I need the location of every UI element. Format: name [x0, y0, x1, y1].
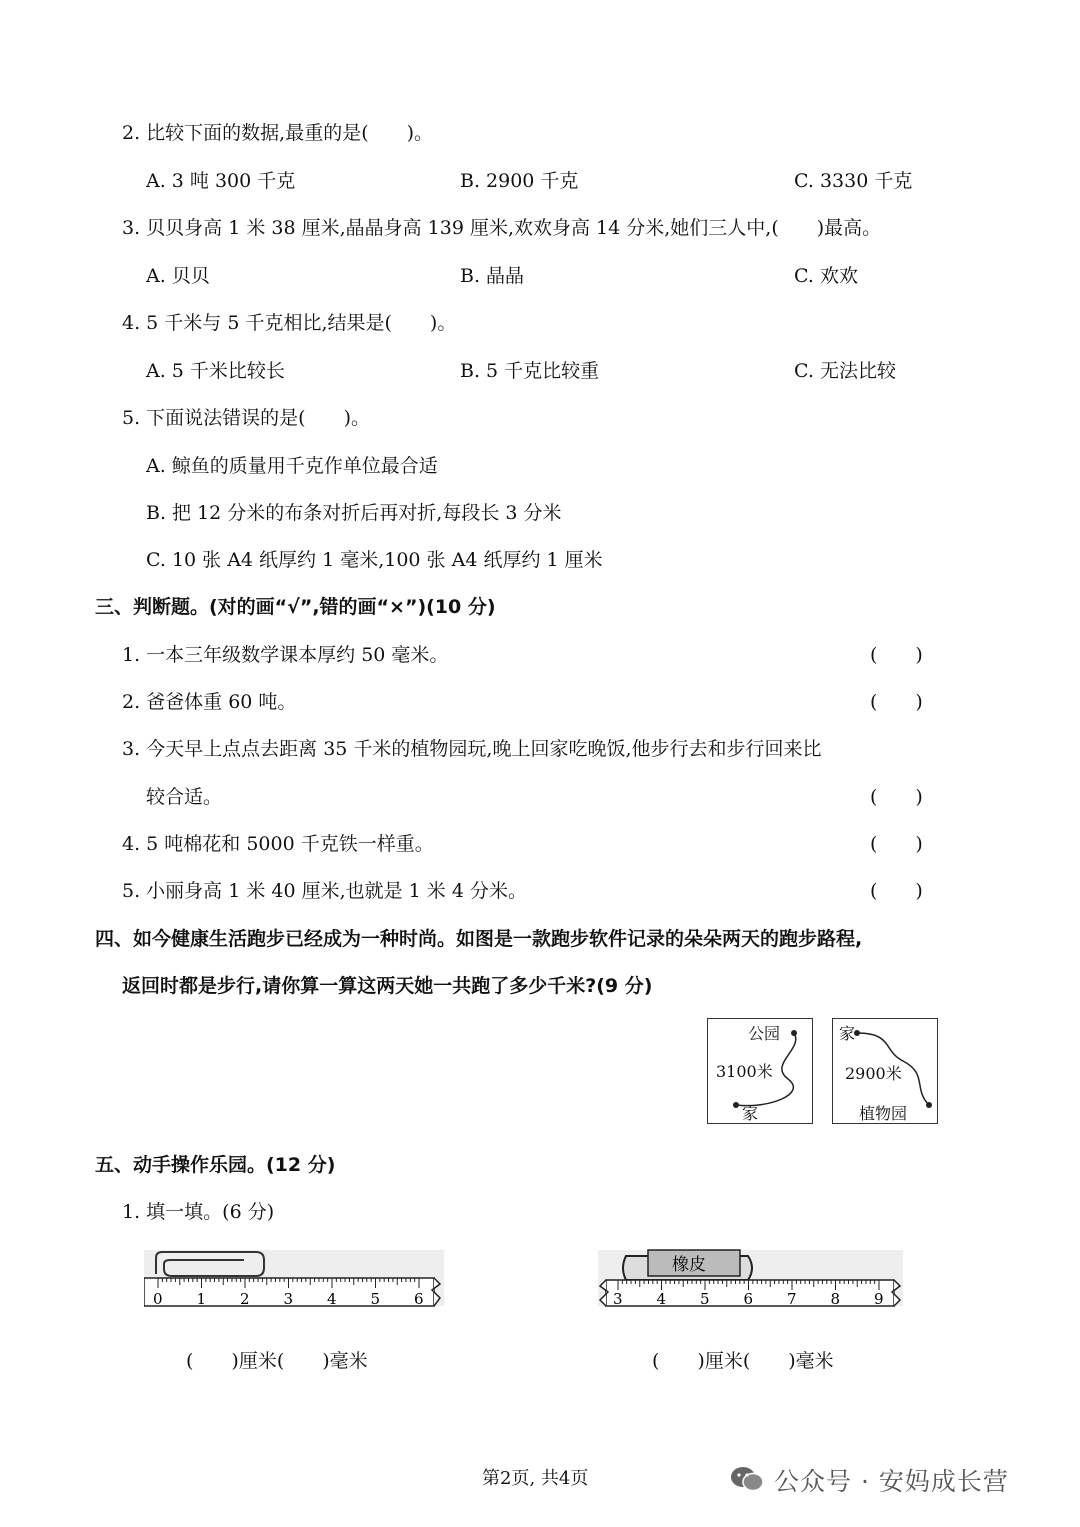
question-2: 2. 比较下面的数据,最重的是( )。	[122, 122, 434, 144]
ruler1-answer-blank[interactable]: ( )厘米( )毫米	[186, 1350, 368, 1372]
ruler2-label-3: 3	[613, 1290, 623, 1308]
section4-title-cont: 返回时都是步行,请你算一算这两天她一共跑了多少千米?(9 分)	[122, 975, 653, 997]
map2-distance: 2900米	[845, 1064, 902, 1083]
q2-option-b: B. 2900 千克	[460, 170, 579, 192]
question-5: 5. 下面说法错误的是( )。	[122, 407, 370, 429]
section4-title: 四、如今健康生活跑步已经成为一种时尚。如图是一款跑步软件记录的朵朵两天的跑步路程,	[95, 928, 863, 950]
judge-answer-2[interactable]: ( )	[870, 691, 923, 713]
ruler2-label-8: 8	[830, 1290, 841, 1308]
ruler2-answer-blank[interactable]: ( )厘米( )毫米	[652, 1350, 834, 1372]
ruler2-label-4: 4	[656, 1290, 667, 1308]
q5-option-b: B. 把 12 分米的布条对折后再对折,每段长 3 分米	[146, 502, 562, 524]
q3-option-c: C. 欢欢	[794, 265, 858, 287]
ruler1-label-5: 5	[370, 1290, 381, 1308]
eraser-label: 橡皮	[672, 1255, 706, 1275]
map1-bottom-label: 家	[742, 1104, 759, 1123]
map1-top-label: 公园	[748, 1024, 781, 1043]
route-map-garden	[832, 1018, 938, 1124]
judge-answer-5[interactable]: ( )	[870, 880, 923, 902]
q4-option-b: B. 5 千克比较重	[460, 360, 600, 382]
q4-option-c: C. 无法比较	[794, 360, 896, 382]
wechat-icon	[730, 1465, 764, 1493]
section3-title: 三、判断题。(对的画“√”,错的画“×”)(10 分)	[95, 596, 496, 618]
q5-option-a: A. 鲸鱼的质量用千克作单位最合适	[146, 455, 438, 477]
section5-title: 五、动手操作乐园。(12 分)	[95, 1154, 336, 1176]
question-4: 4. 5 千米与 5 千克相比,结果是( )。	[122, 312, 457, 334]
ruler2-label-5: 5	[700, 1290, 710, 1308]
q5-option-c: C. 10 张 A4 纸厚约 1 毫米,100 张 A4 纸厚约 1 厘米	[146, 549, 603, 571]
ruler1-label-6: 6	[414, 1290, 424, 1308]
ruler2-label-7: 7	[787, 1290, 797, 1308]
watermark-text: 公众号 · 安妈成长营	[774, 1467, 1009, 1496]
judge-item-3: 3. 今天早上点点去距离 35 千米的植物园玩,晚上回家吃晚饭,他步行去和步行回来比	[122, 738, 822, 760]
q2-option-c: C. 3330 千克	[794, 170, 913, 192]
q3-option-a: A. 贝贝	[146, 265, 210, 287]
judge-item-1: 1. 一本三年级数学课本厚约 50 毫米。	[122, 644, 449, 666]
ruler1-label-4: 4	[327, 1290, 337, 1308]
question-3: 3. 贝贝身高 1 米 38 厘米,晶晶身高 139 厘米,欢欢身高 14 分米,她们三人中,( )最高。	[122, 217, 882, 239]
page-number: 第2页, 共4页	[482, 1468, 589, 1489]
judge-item-5: 5. 小丽身高 1 米 40 厘米,也就是 1 米 4 分米。	[122, 880, 527, 902]
ruler-eraser	[598, 1244, 903, 1324]
ruler2-label-9: 9	[874, 1290, 884, 1308]
q2-option-a: A. 3 吨 300 千克	[146, 170, 296, 192]
ruler1-label-1: 1	[196, 1290, 207, 1308]
q4-option-a: A. 5 千米比较长	[146, 360, 285, 382]
judge-item-3-cont: 较合适。	[146, 786, 223, 808]
q3-option-b: B. 晶晶	[460, 265, 525, 287]
judge-answer-1[interactable]: ( )	[870, 644, 923, 666]
judge-answer-4[interactable]: ( )	[870, 833, 923, 855]
judge-answer-3[interactable]: ( )	[870, 786, 923, 808]
map1-distance: 3100米	[716, 1062, 773, 1081]
map2-bottom-label: 植物园	[859, 1104, 908, 1123]
judge-item-2: 2. 爸爸体重 60 吨。	[122, 691, 297, 713]
ruler1-label-0: 0	[153, 1290, 163, 1308]
map2-top-label: 家	[839, 1024, 856, 1043]
ruler1-label-2: 2	[240, 1290, 250, 1308]
judge-item-4: 4. 5 吨棉花和 5000 千克铁一样重。	[122, 833, 434, 855]
section5-sub1: 1. 填一填。(6 分)	[122, 1201, 275, 1223]
ruler1-label-3: 3	[283, 1290, 294, 1308]
route-map-park	[707, 1018, 813, 1124]
ruler-paperclip	[144, 1244, 444, 1324]
ruler2-label-6: 6	[743, 1290, 754, 1308]
